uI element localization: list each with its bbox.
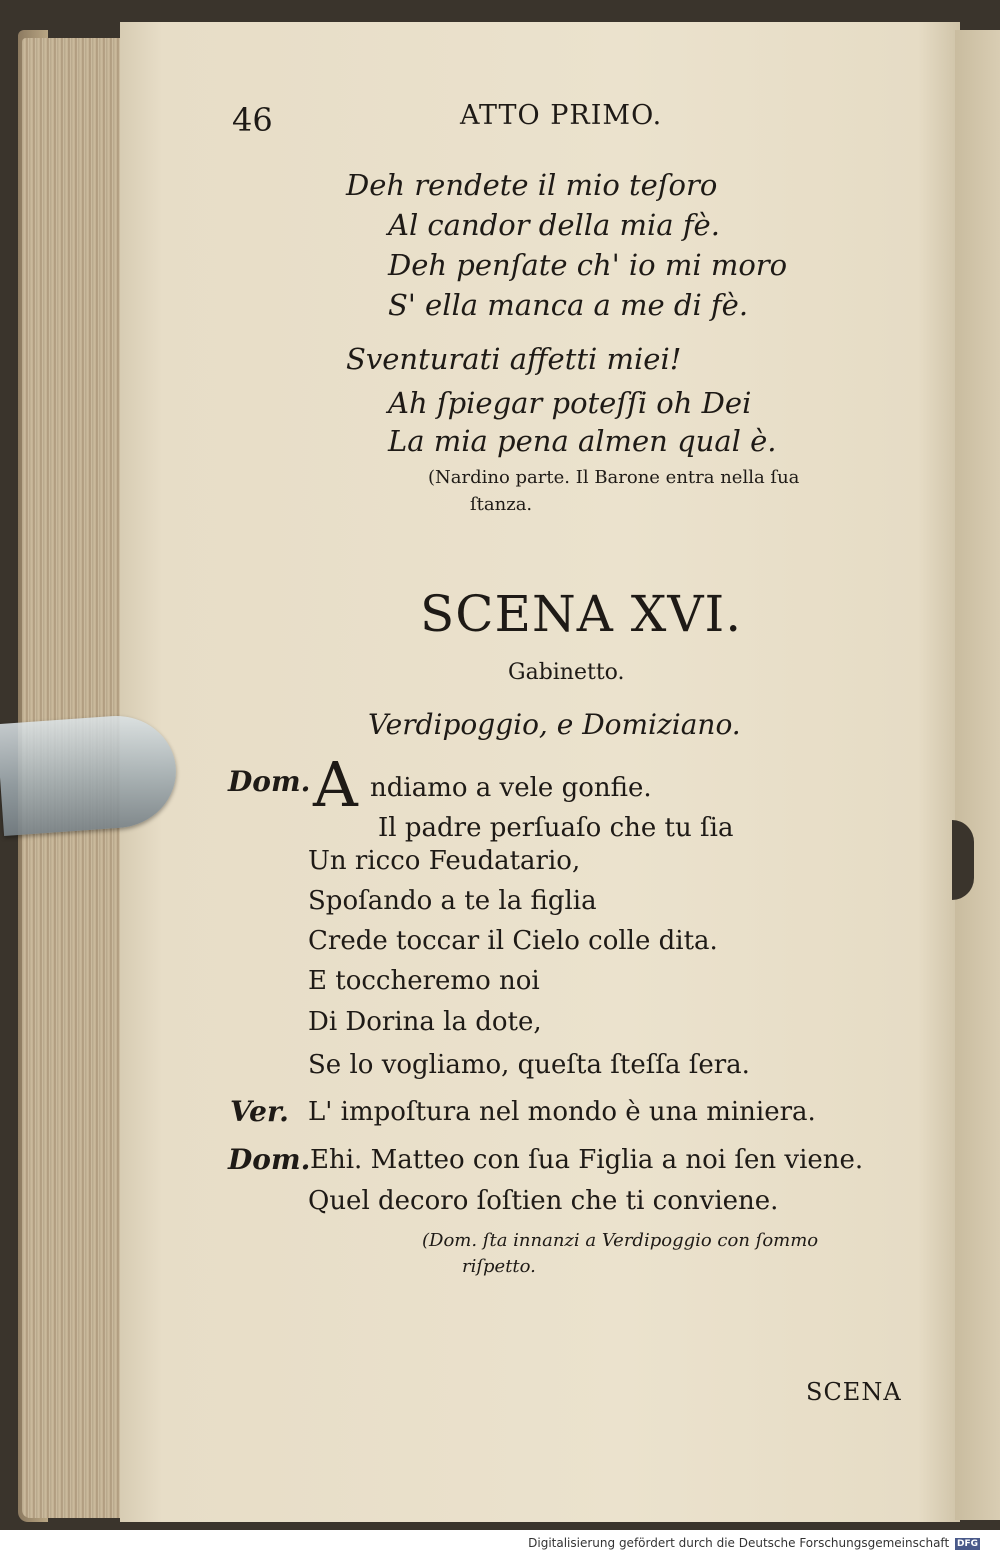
catchword: SCENA — [806, 1378, 902, 1406]
facing-page-edge — [955, 30, 1000, 1520]
dialogue-line: Un ricco Feudatario, — [308, 846, 581, 876]
aria-line: La mia pena almen qual è. — [388, 424, 777, 458]
digitization-credit — [528, 1536, 980, 1550]
stage-direction: ſtanza. — [470, 494, 533, 515]
stage-direction: (Nardino parte. Il Barone entra nella ſua — [428, 467, 800, 488]
dialogue-line: Quel decoro ſoſtien che ti conviene. — [308, 1186, 779, 1216]
aria-line: S' ella manca a me di fè. — [388, 288, 749, 322]
aria-line: Deh rendete il mio teſoro — [346, 168, 718, 202]
stage-direction: (Dom. ſta innanzi a Verdipoggio con ſommo — [422, 1230, 819, 1251]
dialogue-line: E toccheremo noi — [308, 966, 540, 996]
page-number: 46 — [232, 101, 273, 139]
dialogue-line: L' impoſtura nel mondo è una miniera. — [308, 1097, 816, 1127]
dialogue-line: Se lo vogliamo, queſta ſteſſa ſera. — [308, 1050, 750, 1080]
speaker-label: Ver. — [230, 1095, 289, 1128]
scene-title: SCENA XVI. — [420, 585, 743, 643]
aria-line: Deh penſate ch' io mi moro — [388, 248, 788, 282]
dialogue-line: Il padre perſuaſo che tu ſia — [378, 813, 734, 843]
scene-characters: Verdipoggio, e Domiziano. — [368, 708, 741, 741]
stage-direction: riſpetto. — [462, 1256, 536, 1277]
speaker-label: Dom. — [228, 1143, 311, 1176]
dialogue-line: Ehi. Matteo con ſua Figlia a noi ſen viene. — [310, 1145, 864, 1175]
page-tear — [952, 820, 974, 900]
speaker-label: Dom. — [228, 765, 311, 798]
dialogue-line: ndiamo a vele gonfie. — [370, 773, 652, 803]
aria-line: Ah ſpiegar poteſſi oh Dei — [388, 386, 752, 420]
running-head: ATTO PRIMO. — [460, 100, 663, 131]
scene-location: Gabinetto. — [508, 660, 625, 685]
aria-line: Sventurati affetti miei! — [346, 342, 682, 376]
drop-cap: A — [313, 748, 358, 821]
dialogue-line: Crede toccar il Cielo colle dita. — [308, 926, 718, 956]
dialogue-line: Di Dorina la dote, — [308, 1007, 542, 1037]
aria-line: Al candor della mia fè. — [388, 208, 720, 242]
credit-text: Digitalisierung gefördert durch die Deutsche Forschungsgemeinschaft — [528, 1536, 950, 1550]
dialogue-line: Spoſando a te la figlia — [308, 886, 597, 916]
dfg-logo-icon: DFG — [956, 1538, 978, 1549]
